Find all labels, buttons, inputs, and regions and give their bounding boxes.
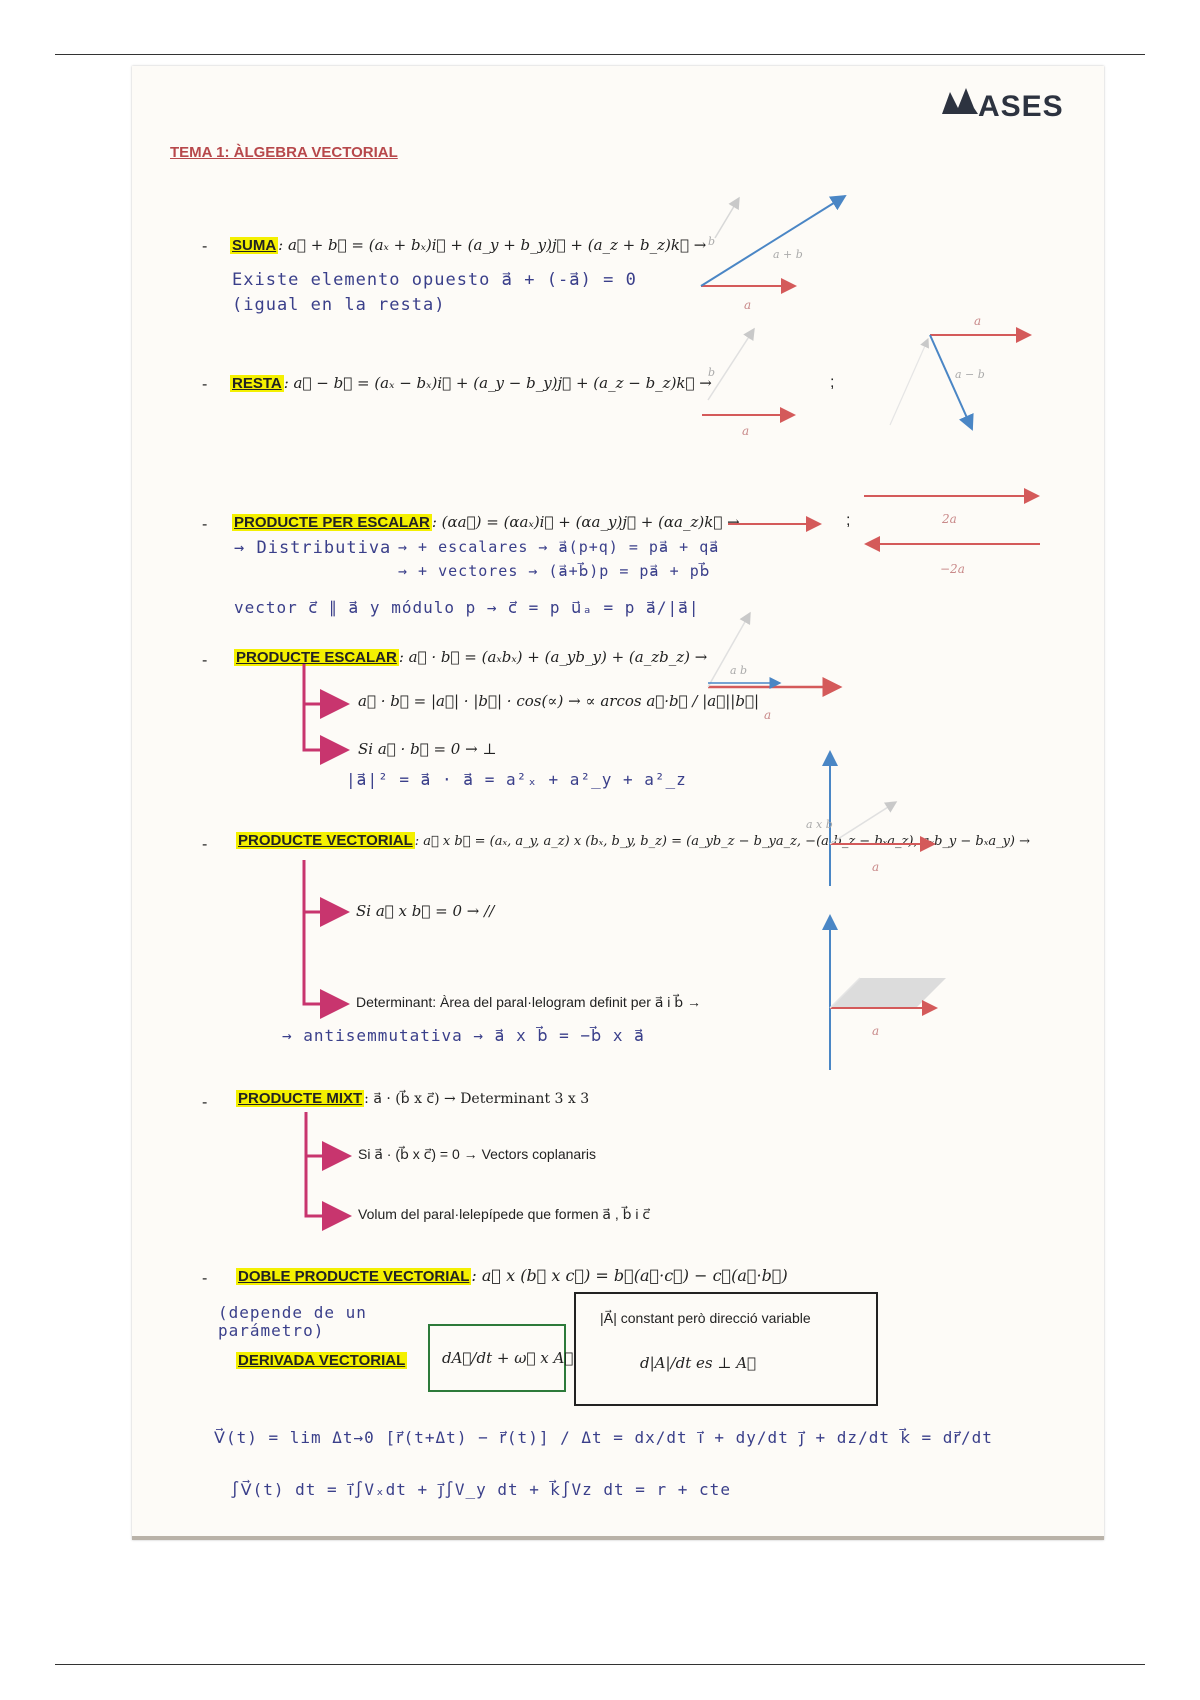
prod-vectorial-fig-axb: a x b xyxy=(806,818,833,831)
resta-label: RESTA xyxy=(232,375,282,392)
prod-escalar-diagram xyxy=(700,605,850,695)
derivada-row xyxy=(236,1352,407,1370)
velocity-derivative: V⃗(t) = lim Δt→0 [r⃗(t+Δt) − r⃗(t)] / Δt = dx/dt i⃗ + dy/dt j⃗ + dz/dt k⃗ = dr⃗/dt xyxy=(214,1428,993,1447)
prod-escalar-label: PRODUCTE ESCALAR xyxy=(236,649,397,666)
prod-mixt-coplanar: Si a⃗ · (b⃗ x c⃗) = 0 → Vectors coplanaris xyxy=(358,1146,596,1162)
bullet: - xyxy=(202,1094,208,1111)
top-rule xyxy=(55,54,1145,55)
derivada-formula-box: dA⃗/dt + ω⃗ x A⃗ xyxy=(428,1324,566,1392)
bullet: - xyxy=(202,238,208,255)
suma-fig-sum: a + b xyxy=(773,248,803,261)
bullet: - xyxy=(202,516,208,533)
unit-vector-line: vector c⃗ ∥ a⃗ y módulo p → c⃗ = p u⃗ₐ = p a⃗/|a⃗| xyxy=(234,598,700,617)
escalar-mult-formula: : (αa⃗) = (αaₓ)i⃗ + (αa_y)j⃗ + (αa_z)k⃗ → xyxy=(431,513,740,531)
doble-row xyxy=(236,1266,788,1286)
suma-row xyxy=(230,236,706,255)
bullet: - xyxy=(202,836,208,853)
derivada-bigbox-title: |A⃗| constant però direcció variable xyxy=(600,1310,811,1326)
resta-fig-b: b xyxy=(708,366,716,379)
distributiva-escalars: → + escalares → a⃗(p+q) = pa⃗ + qa⃗ xyxy=(398,538,720,556)
prod-vectorial-parallel: Si a⃗ x b⃗ = 0 → // xyxy=(356,902,495,920)
ases-logo-icon xyxy=(940,86,980,118)
doble-formula: : a⃗ x (b⃗ x c⃗) = b⃗(a⃗·c⃗) − c⃗(a⃗·b⃗) xyxy=(471,1266,788,1285)
resta-row xyxy=(230,374,712,393)
prod-vectorial-label: PRODUCTE VECTORIAL xyxy=(238,832,413,849)
velocity-integral: ∫V⃗(t) dt = i⃗∫Vₓdt + j⃗∫V_y dt + k⃗∫Vz dt = r + cte xyxy=(230,1480,731,1499)
derivada-label: DERIVADA VECTORIAL xyxy=(238,1352,406,1369)
bullet: - xyxy=(202,376,208,393)
escalar-mult-row xyxy=(232,513,740,532)
escalar-mult-label: PRODUCTE PER ESCALAR xyxy=(234,514,430,531)
topic-title: TEMA 1: ÀLGEBRA VECTORIAL xyxy=(170,144,398,161)
prod-escalar-fig-ab: a b xyxy=(730,664,748,677)
suma-note-2: (igual en la resta) xyxy=(232,295,446,315)
distributiva-vectors: → + vectores → (a⃗+b⃗)p = pa⃗ + pb⃗ xyxy=(398,562,711,580)
prod-escalar-perp: Si a⃗ · b⃗ = 0 → ⊥ xyxy=(358,740,497,758)
resta-separator: ; xyxy=(830,374,835,391)
derivada-note: (depende de un parámetro) xyxy=(218,1303,367,1340)
prod-escalar-fig-a: a xyxy=(764,708,772,722)
bullet: - xyxy=(202,1270,208,1287)
prod-escalar-cos: a⃗ · b⃗ = |a⃗| · |b⃗| · cos(∝) → ∝ arcos a⃗·b⃗ / |a⃗||b⃗| xyxy=(358,692,760,710)
bottom-rule xyxy=(55,1664,1145,1665)
prod-mixt-branch xyxy=(302,1112,362,1222)
resta-fig-a2: a xyxy=(974,314,982,328)
suma-formula: : a⃗ + b⃗ = (aₓ + bₓ)i⃗ + (a_y + b_y)j⃗ + (a_z + b_z)k⃗ → xyxy=(278,236,707,254)
prod-mixt-formula: : a⃗ · (b⃗ x c⃗) → Determinant 3 x 3 xyxy=(364,1091,590,1107)
escalar-mult-arrow xyxy=(728,518,828,530)
suma-fig-b: b xyxy=(708,235,716,248)
resta-fig-a: a xyxy=(742,424,750,438)
prod-vectorial-area: Determinant: Àrea del paral·lelogram definit per a⃗ i b⃗ → xyxy=(356,994,702,1010)
prod-escalar-branch xyxy=(300,664,360,754)
escalar-mult-fig-m2a: −2a xyxy=(940,562,965,576)
escalar-mult-separator: ; xyxy=(846,512,851,529)
prod-vectorial-antisym: → antisemmutativa → a⃗ x b⃗ = −b⃗ x a⃗ xyxy=(282,1026,645,1045)
prod-vectorial-diagram-2 xyxy=(800,912,950,1072)
prod-vectorial-fig-a: a xyxy=(872,860,880,874)
resta-formula: : a⃗ − b⃗ = (aₓ − bₓ)i⃗ + (a_y − b_y)j⃗ + (a_z − b_z)k⃗ → xyxy=(283,374,712,392)
prod-mixt-label: PRODUCTE MIXT xyxy=(238,1090,363,1107)
prod-escalar-modul: |a⃗|² = a⃗ · a⃗ = a²ₓ + a²_y + a²_z xyxy=(346,770,687,789)
prod-vectorial-branch xyxy=(300,860,360,1010)
prod-escalar-formula: : a⃗ · b⃗ = (aₓbₓ) + (a_yb_y) + (a_zb_z) → xyxy=(398,648,708,666)
doble-label: DOBLE PRODUCTE VECTORIAL xyxy=(238,1268,470,1285)
prod-mixt-volum: Volum del paral·lelepípede que formen a⃗ , b⃗ i c⃗ xyxy=(358,1206,651,1222)
suma-fig-a: a xyxy=(744,298,752,312)
bullet: - xyxy=(202,652,208,669)
prod-mixt-row xyxy=(236,1090,589,1108)
suma-label: SUMA xyxy=(232,237,277,254)
logo-text: ASES xyxy=(978,90,1064,123)
escalar-mult-fig-2a: 2a xyxy=(942,512,957,526)
prod-vectorial-formula: : a⃗ x b⃗ = (aₓ, a_y, a_z) x (bₓ, b_y, b_z) = (a_yb_z − b_ya_z, −(aₓb_z − bₓa_z), aₓb_y − bₓa_y) → xyxy=(414,834,1031,849)
resta-fig-diff: a − b xyxy=(955,368,985,381)
derivada-bigbox-formula: d|A|/dt es ⊥ A⃗ xyxy=(640,1354,757,1372)
distributiva-label: → Distributiva xyxy=(234,538,392,558)
prod-vectorial-fig-a2: a xyxy=(872,1024,880,1038)
suma-note-1: Existe elemento opuesto a⃗ + (-a⃗) = 0 xyxy=(232,270,637,290)
